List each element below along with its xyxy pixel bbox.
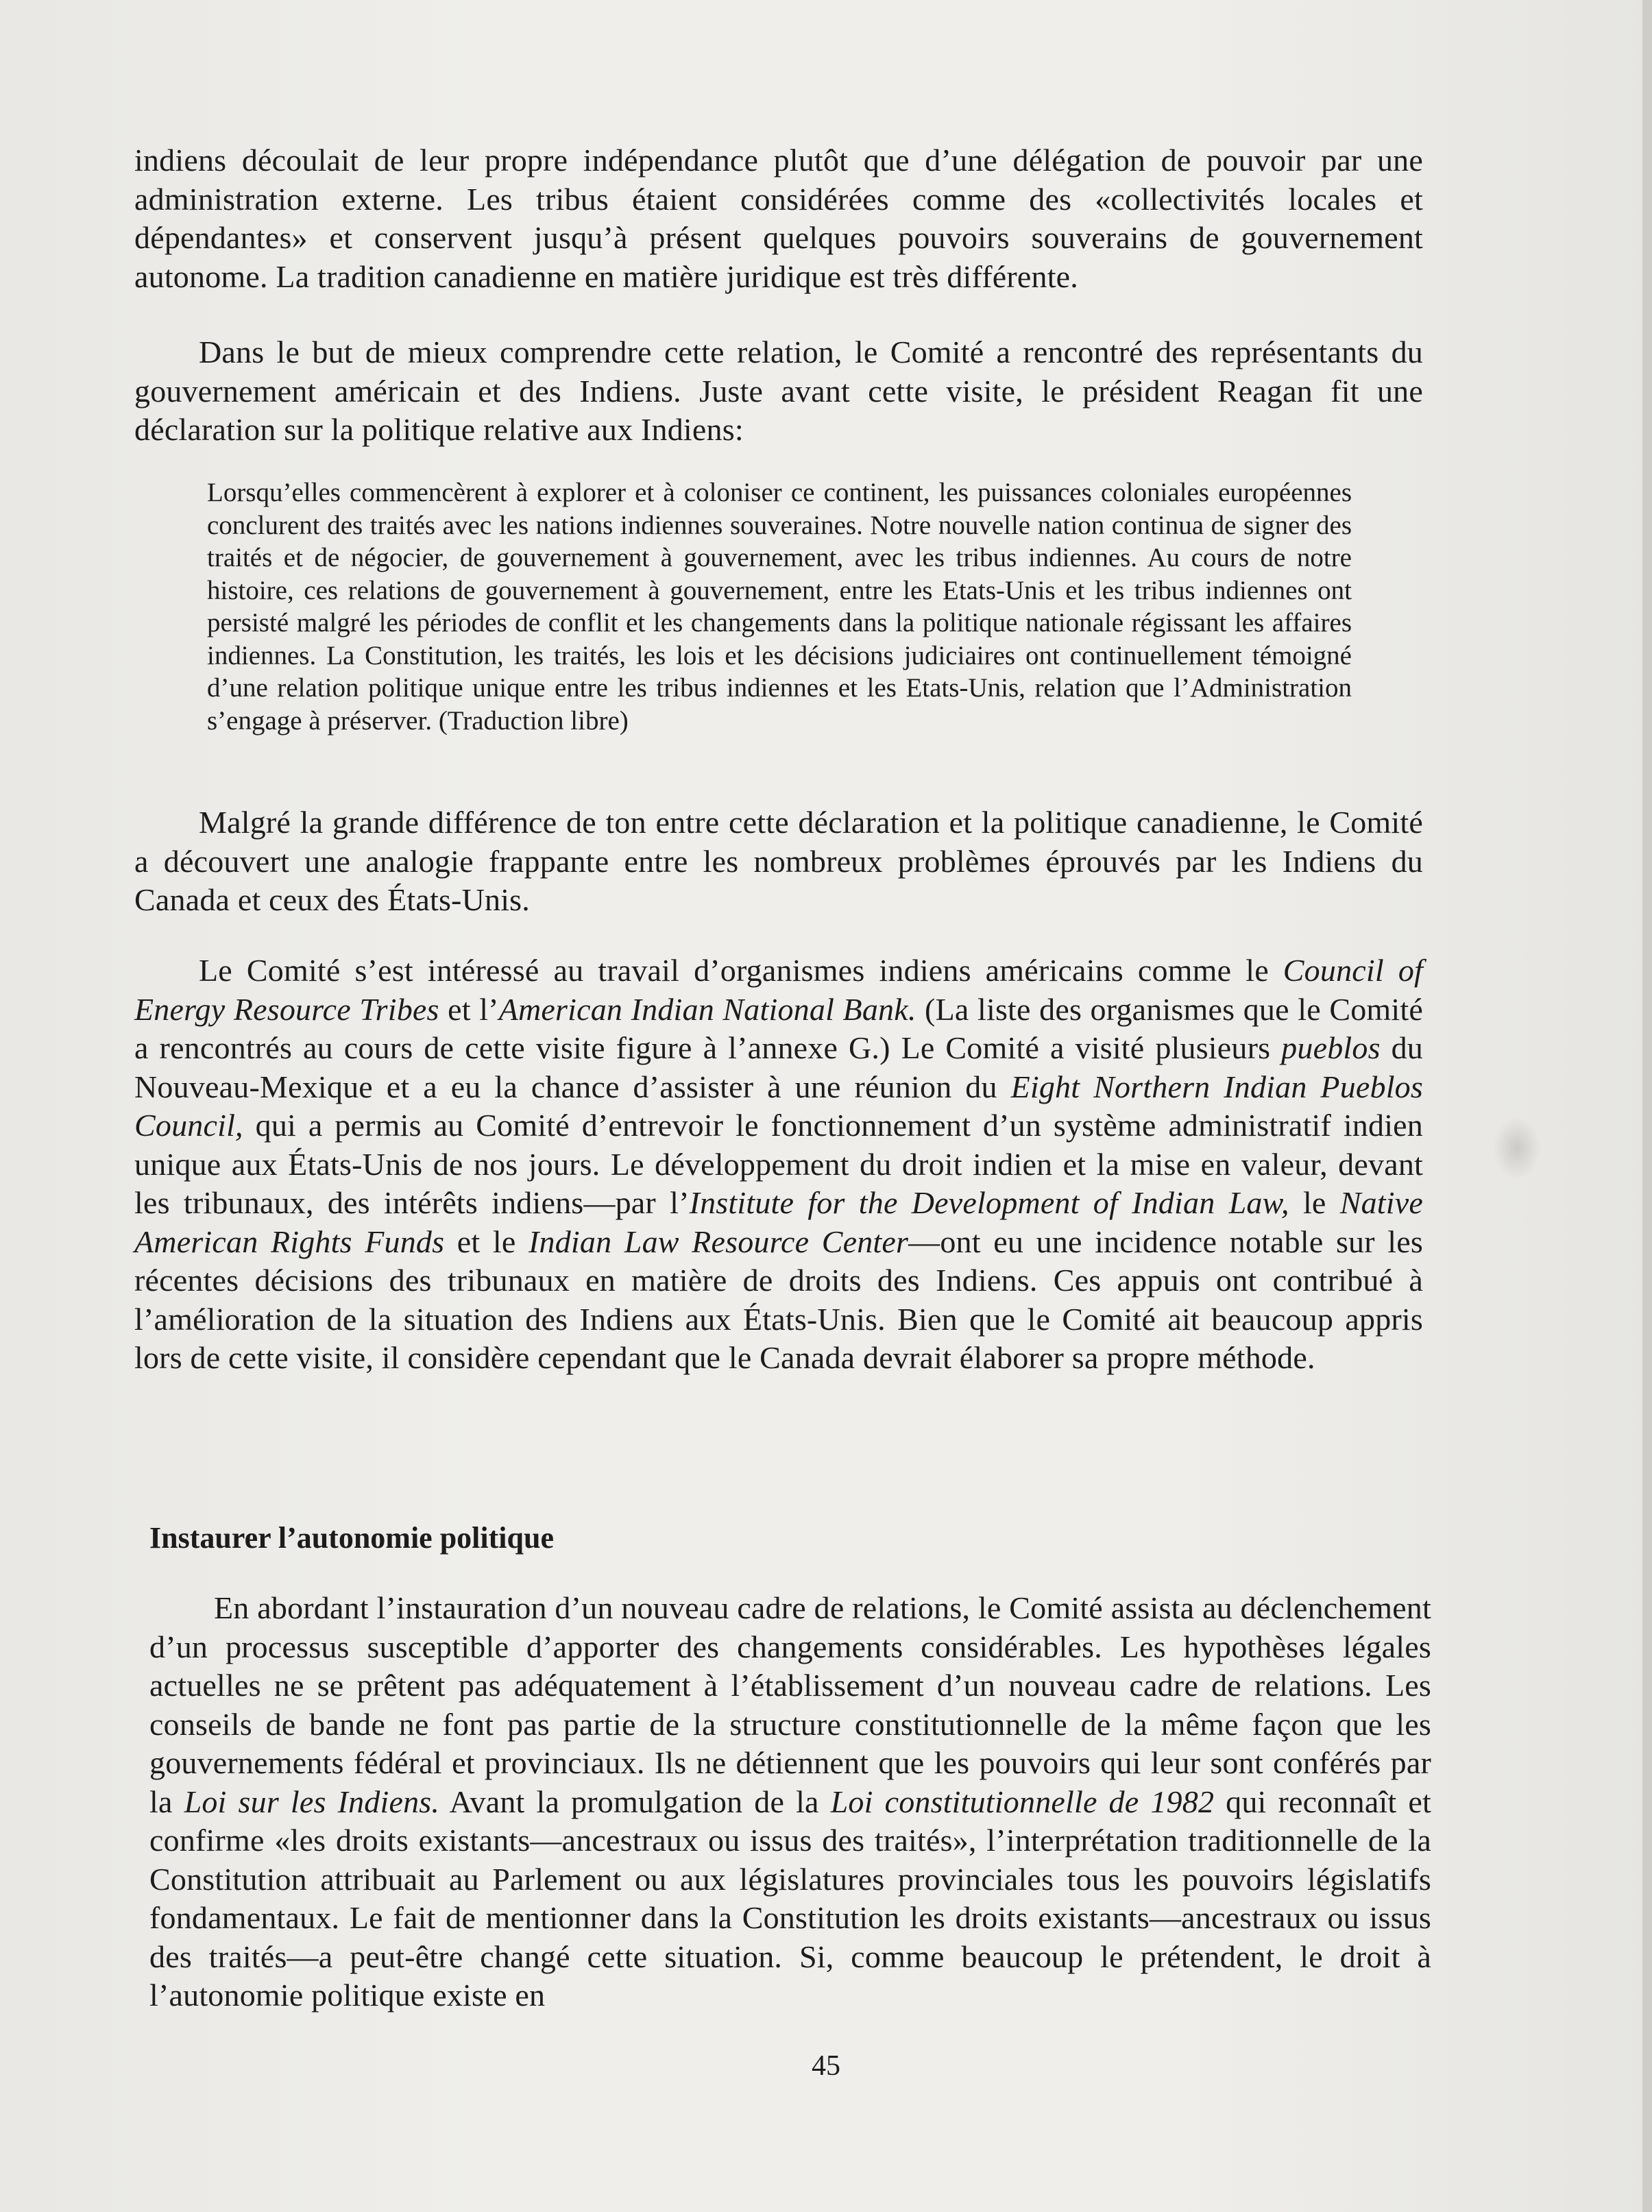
text-run: qui reconnaît et confirme «les droits existants—ancestraux ou issus des traités», l’interprétation traditionnelle de la Constitution attribuait au Parlement ou aux législatures provinciales tous les pouvoirs législatifs fondamentaux. Le fait de mentionner dans la Constitution les droits existants—ancestraux ou issus des traités—a peut-être changé cette situation. Si, comme beaucoup le prétendent, le droit à l’autonomie politique existe en <box>149 1784 1431 2013</box>
paragraph-4 <box>134 951 1423 1378</box>
paragraph-3-text <box>134 803 1423 920</box>
italic-run: American Indian National Bank. <box>498 991 916 1027</box>
page-number: 45 <box>812 2050 840 2082</box>
text-run: Avant la promulgation de la <box>439 1784 831 1819</box>
reagan-quote <box>207 476 1352 737</box>
italic-run: Loi constitutionnelle de 1982 <box>830 1784 1215 1819</box>
paragraph-4-text <box>134 951 1423 1378</box>
italic-run: Native American Rights Funds <box>134 1185 1423 1259</box>
section-heading: Instaurer l’autonomie politique <box>149 1521 554 1555</box>
text-run: et le <box>444 1224 529 1259</box>
reagan-quote-text <box>207 476 1352 737</box>
italic-run: pueblos <box>1281 1030 1381 1065</box>
italic-run: Institute for the Development of Indian Law, <box>689 1185 1289 1220</box>
text-run: (La liste des organismes que le Comité a rencontrés au cours de cette visite figure à l’annexe G.) Le Comité a visité plusieurs <box>134 991 1423 1065</box>
italic-run: Loi sur les Indiens. <box>184 1784 440 1819</box>
paragraph-2 <box>134 333 1423 450</box>
text-run: le <box>1289 1185 1340 1220</box>
paragraph-1-text <box>134 141 1423 296</box>
text-run: qui a permis au Comité d’entrevoir le fonctionnement d’un système administratif indien unique aux États-Unis de nos jours. Le développement du droit indien et la mise en valeur, devant les tribunaux, des intérêts indiens—par l’ <box>134 1108 1423 1220</box>
paragraph-5-text <box>149 1589 1431 2015</box>
paragraph-5 <box>149 1589 1431 2015</box>
text-run: Lorsqu’elles commencèrent à explorer et à coloniser ce continent, les puissances coloniales européennes conclurent des traités avec les nations indiennes souveraines. Notre nouvelle nation continua de signer des traités et de négocier, de gouvernement à gouvernement, avec les tribus indiennes. Au cours de notre histoire, ces relations de gouvernement à gouvernement, entre les Etats-Unis et les tribus indiennes ont persisté malgré les périodes de conflit et les changements dans la politique nationale régissant les affaires indiennes. La Constitution, les traités, les lois et les décisions judiciaires ont continuellement témoigné d’une relation politique unique entre les tribus indiennes et les Etats-Unis, relation que l’Administration s’engage à préserver. (Traduction libre) <box>207 478 1352 736</box>
page-edge <box>1642 0 1652 2212</box>
text-run: du Nouveau-Mexique et a eu la chance d’assister à une réunion du <box>134 1030 1424 1104</box>
text-run: —ont eu une incidence notable sur les récentes décisions des tribunaux en matière de droits des Indiens. Ces appuis ont contribué à l’amélioration de la situation des Indiens aux États-Unis. Bien que le Comité ait beaucoup appris lors de cette visite, il considère cependant que le Canada devrait élaborer sa propre méthode. <box>134 1224 1423 1375</box>
text-run: Le Comité s’est intéressé au travail d’organismes indiens américains comme le <box>199 953 1283 988</box>
paper-smudge <box>1493 1117 1541 1179</box>
text-run: indiens découlait de leur propre indépendance plutôt que d’une délégation de pouvoir par une administration externe. Les tribus étaient considérées comme des «collectivités locales et dépendantes» et conservent jusqu’à présent quelques pouvoirs souverains de gouvernement autonome. La tradition canadienne en matière juridique est très différente. <box>134 143 1423 294</box>
paragraph-2-text <box>134 333 1423 450</box>
italic-run: Eight Northern Indian Pueblos Council, <box>134 1069 1423 1143</box>
text-run: Malgré la grande différence de ton entre cette déclaration et la politique canadienne, le Comité a découvert une analogie frappante entre les nombreux problèmes éprouvés par les Indiens du Canada et ceux des États-Unis. <box>134 805 1423 917</box>
text-run: Dans le but de mieux comprendre cette relation, le Comité a rencontré des représentants du gouvernement américain et des Indiens. Juste avant cette visite, le président Reagan fit une déclaration sur la politique relative aux Indiens: <box>134 335 1423 447</box>
text-run: et l’ <box>439 991 499 1027</box>
paragraph-3 <box>134 803 1423 920</box>
italic-run: Indian Law Resource Center <box>528 1224 909 1259</box>
paragraph-1 <box>134 141 1423 296</box>
italic-run: Council of Energy Resource Tribes <box>134 953 1423 1027</box>
text-run: En abordant l’instauration d’un nouveau cadre de relations, le Comité assista au déclenchement d’un processus susceptible d’apporter des changements considérables. Les hypothèses légales actuelles ne se prêtent pas adéquatement à l’établissement d’un nouveau cadre de relations. Les conseils de bande ne font pas partie de la structure constitutionnelle de la même façon que les gouvernements fédéral et provinciaux. Ils ne détiennent que les pouvoirs qui leur sont conférés par la <box>149 1590 1431 1819</box>
